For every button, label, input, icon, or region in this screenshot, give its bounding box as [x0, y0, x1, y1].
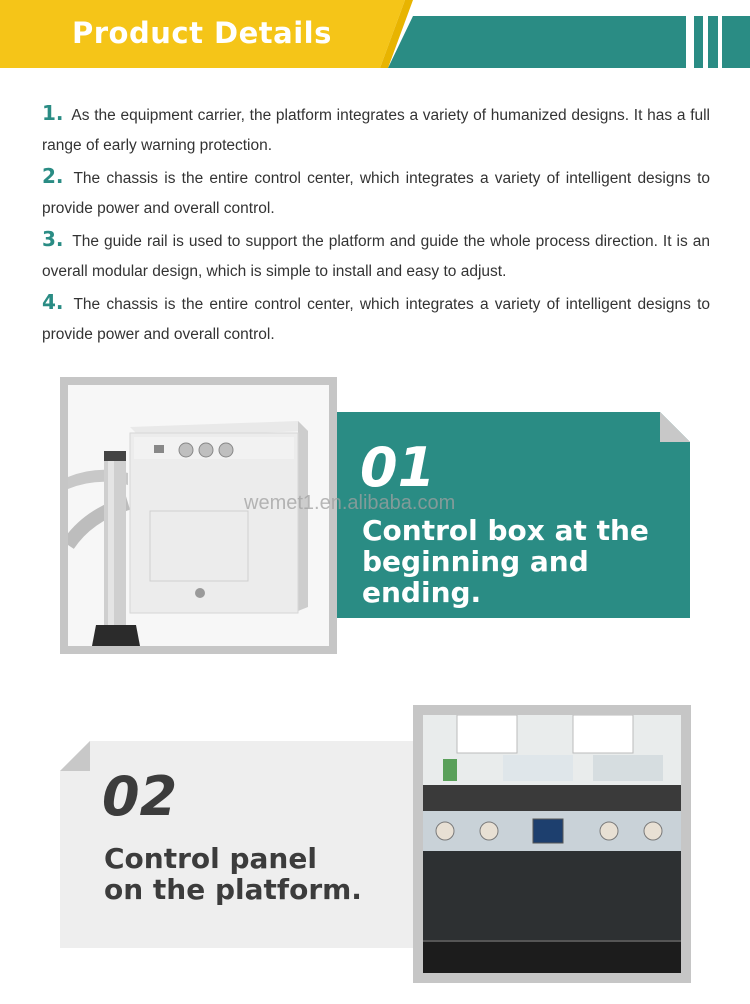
caption-line: beginning and — [362, 545, 589, 578]
item-number: 4. — [42, 290, 64, 314]
corner-fold — [60, 741, 90, 771]
item-number: 1. — [42, 101, 64, 125]
control-panel-photo — [423, 715, 681, 973]
section-number: 02 — [102, 765, 178, 828]
caption-line: ending. — [362, 576, 482, 609]
item-text: The guide rail is used to support the platform and guide the whole process direction. It is an overall modular design, which is simple to install and easy to adjust. — [42, 233, 710, 280]
section-caption — [104, 843, 404, 905]
page-title: Product Details — [72, 16, 332, 50]
control-box-photo — [68, 385, 329, 646]
section-caption — [362, 515, 682, 608]
header-banner — [0, 0, 750, 68]
list-item — [42, 161, 710, 224]
caption-line: on the platform. — [104, 873, 362, 906]
item-number: 2. — [42, 164, 64, 188]
caption-line: Control box at the — [362, 514, 649, 547]
watermark: wemet1.en.alibaba.com — [244, 492, 456, 514]
control-panel-illustration — [423, 715, 681, 973]
details-list — [42, 98, 710, 350]
item-text: As the equipment carrier, the platform integrates a variety of humanized designs. It has a full range of early warning protection. — [42, 107, 711, 154]
caption-line: Control panel — [104, 842, 317, 875]
list-item — [42, 287, 710, 350]
list-item — [42, 224, 710, 287]
control-panel-photo-frame — [413, 705, 691, 983]
control-box-illustration — [68, 385, 329, 646]
control-box-photo-frame — [60, 377, 337, 654]
item-text: The chassis is the entire control center, which integrates a variety of intelligent designs to provide power and overall control. — [42, 170, 710, 217]
item-number: 3. — [42, 227, 64, 251]
item-text: The chassis is the entire control center, which integrates a variety of intelligent designs to provide power and overall control. — [42, 296, 710, 343]
corner-fold — [660, 412, 690, 442]
section-number: 01 — [360, 436, 436, 499]
list-item — [42, 98, 710, 161]
